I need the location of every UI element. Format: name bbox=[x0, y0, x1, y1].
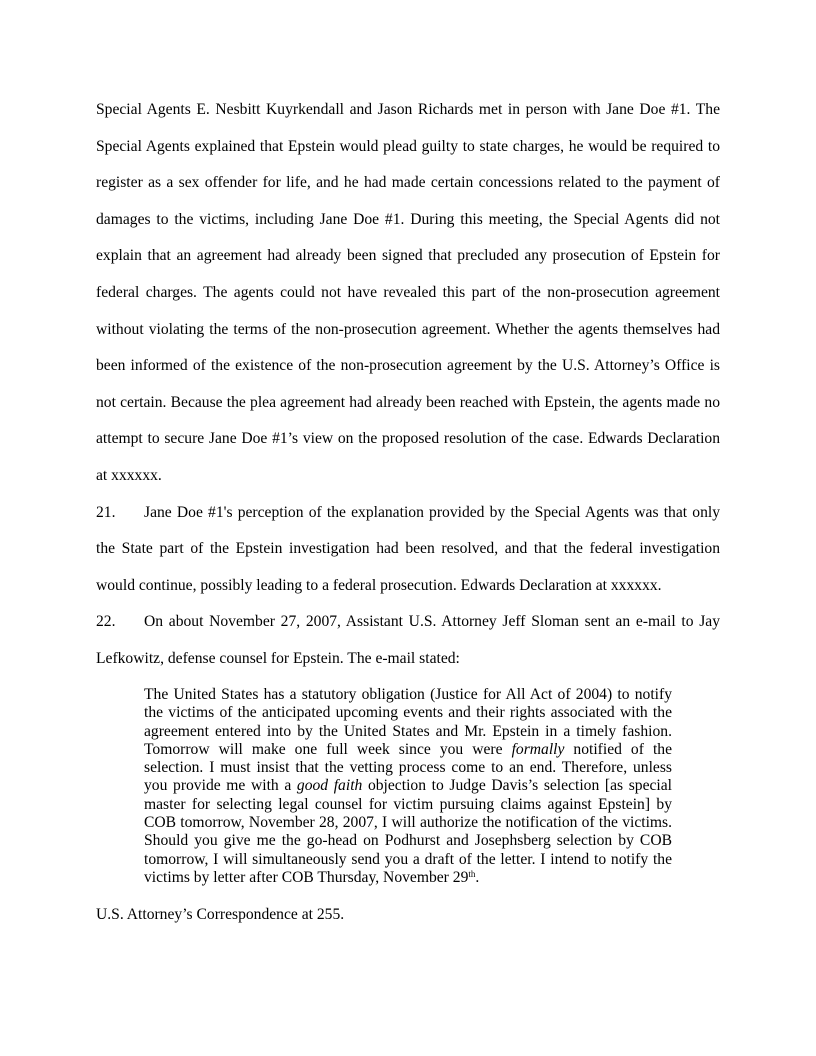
paragraph-20-continuation: Special Agents E. Nesbitt Kuyrkendall and Jason Richards met in person with Jane Doe #1. The Special Agents explained that Epstein would plead guilty to state charges, he would be required to register as a sex offender for life, and he had made certain concessions related to the payment of damages to the victims, including Jane Doe #1. During this meeting, the Special Agents did not explain that an agreement had already been signed that precluded any prosecution of Epstein for federal charges. The agents could not have revealed this part of the non-prosecution agreement without violating the terms of the non-prosecution agreement. Whether the agents themselves had been informed of the existence of the non-prosecution agreement by the U.S. Attorney’s Office is not certain. Because the plea agreement had already been reached with Epstein, the agents made no attempt to secure Jane Doe #1’s view on the proposed resolution of the case. Edwards Declaration at xxxxxx. bbox=[96, 101, 720, 484]
paragraph-number: 22. bbox=[96, 613, 116, 631]
paragraph-number: 21. bbox=[96, 503, 116, 521]
quote-emphasis: formally bbox=[511, 740, 565, 758]
paragraph-text: Jane Doe #1's perception of the explanation provided by the Special Agents was that only the State part of the Epstein investigation had been resolved, and that the federal investigation would continue, possibly leading to a federal prosecution. Edwards Declaration at xxxxxx. bbox=[96, 503, 720, 594]
paragraph-22 bbox=[96, 604, 720, 677]
citation: U.S. Attorney’s Correspondence at 255. bbox=[96, 906, 345, 923]
email-block-quote bbox=[144, 686, 672, 887]
main-body bbox=[96, 92, 720, 678]
quote-ending: . bbox=[475, 868, 480, 886]
ordinal-superscript: th bbox=[468, 868, 476, 879]
quote-text: The United States has a statutory obligation (Justice for All Act of 2004) to notify the victims of the anticipated upcoming events and their rights associated with the agreement entered into by the United States and Mr. Epstein in a timely fashion. Tomorrow will make one full week since you were bbox=[144, 686, 672, 758]
quote-emphasis: good faith bbox=[296, 777, 363, 795]
paragraph-text: On about November 27, 2007, Assistant U.S. Attorney Jeff Sloman sent an e-mail to Jay Lefkowitz, defense counsel for Epstein. The e-mail stated: bbox=[96, 613, 720, 667]
quote-text: notified of the selection. I must insist that the vetting process come to an end. Therefore, unless you provide me with a bbox=[144, 740, 672, 795]
paragraph-21 bbox=[96, 495, 720, 605]
quote-text: objection to Judge Davis’s selection [as special master for selecting legal counsel for victim pursuing claims against Epstein] by COB tomorrow, November 28, 2007, I will authorize the notification of the victims. Should you give me the go-head on Podhurst and Josephsberg selection by COB tomorrow, I will simultaneously send you a draft of the letter. I intend to notify the victims by letter after COB Thursday, November 29 bbox=[144, 777, 672, 886]
